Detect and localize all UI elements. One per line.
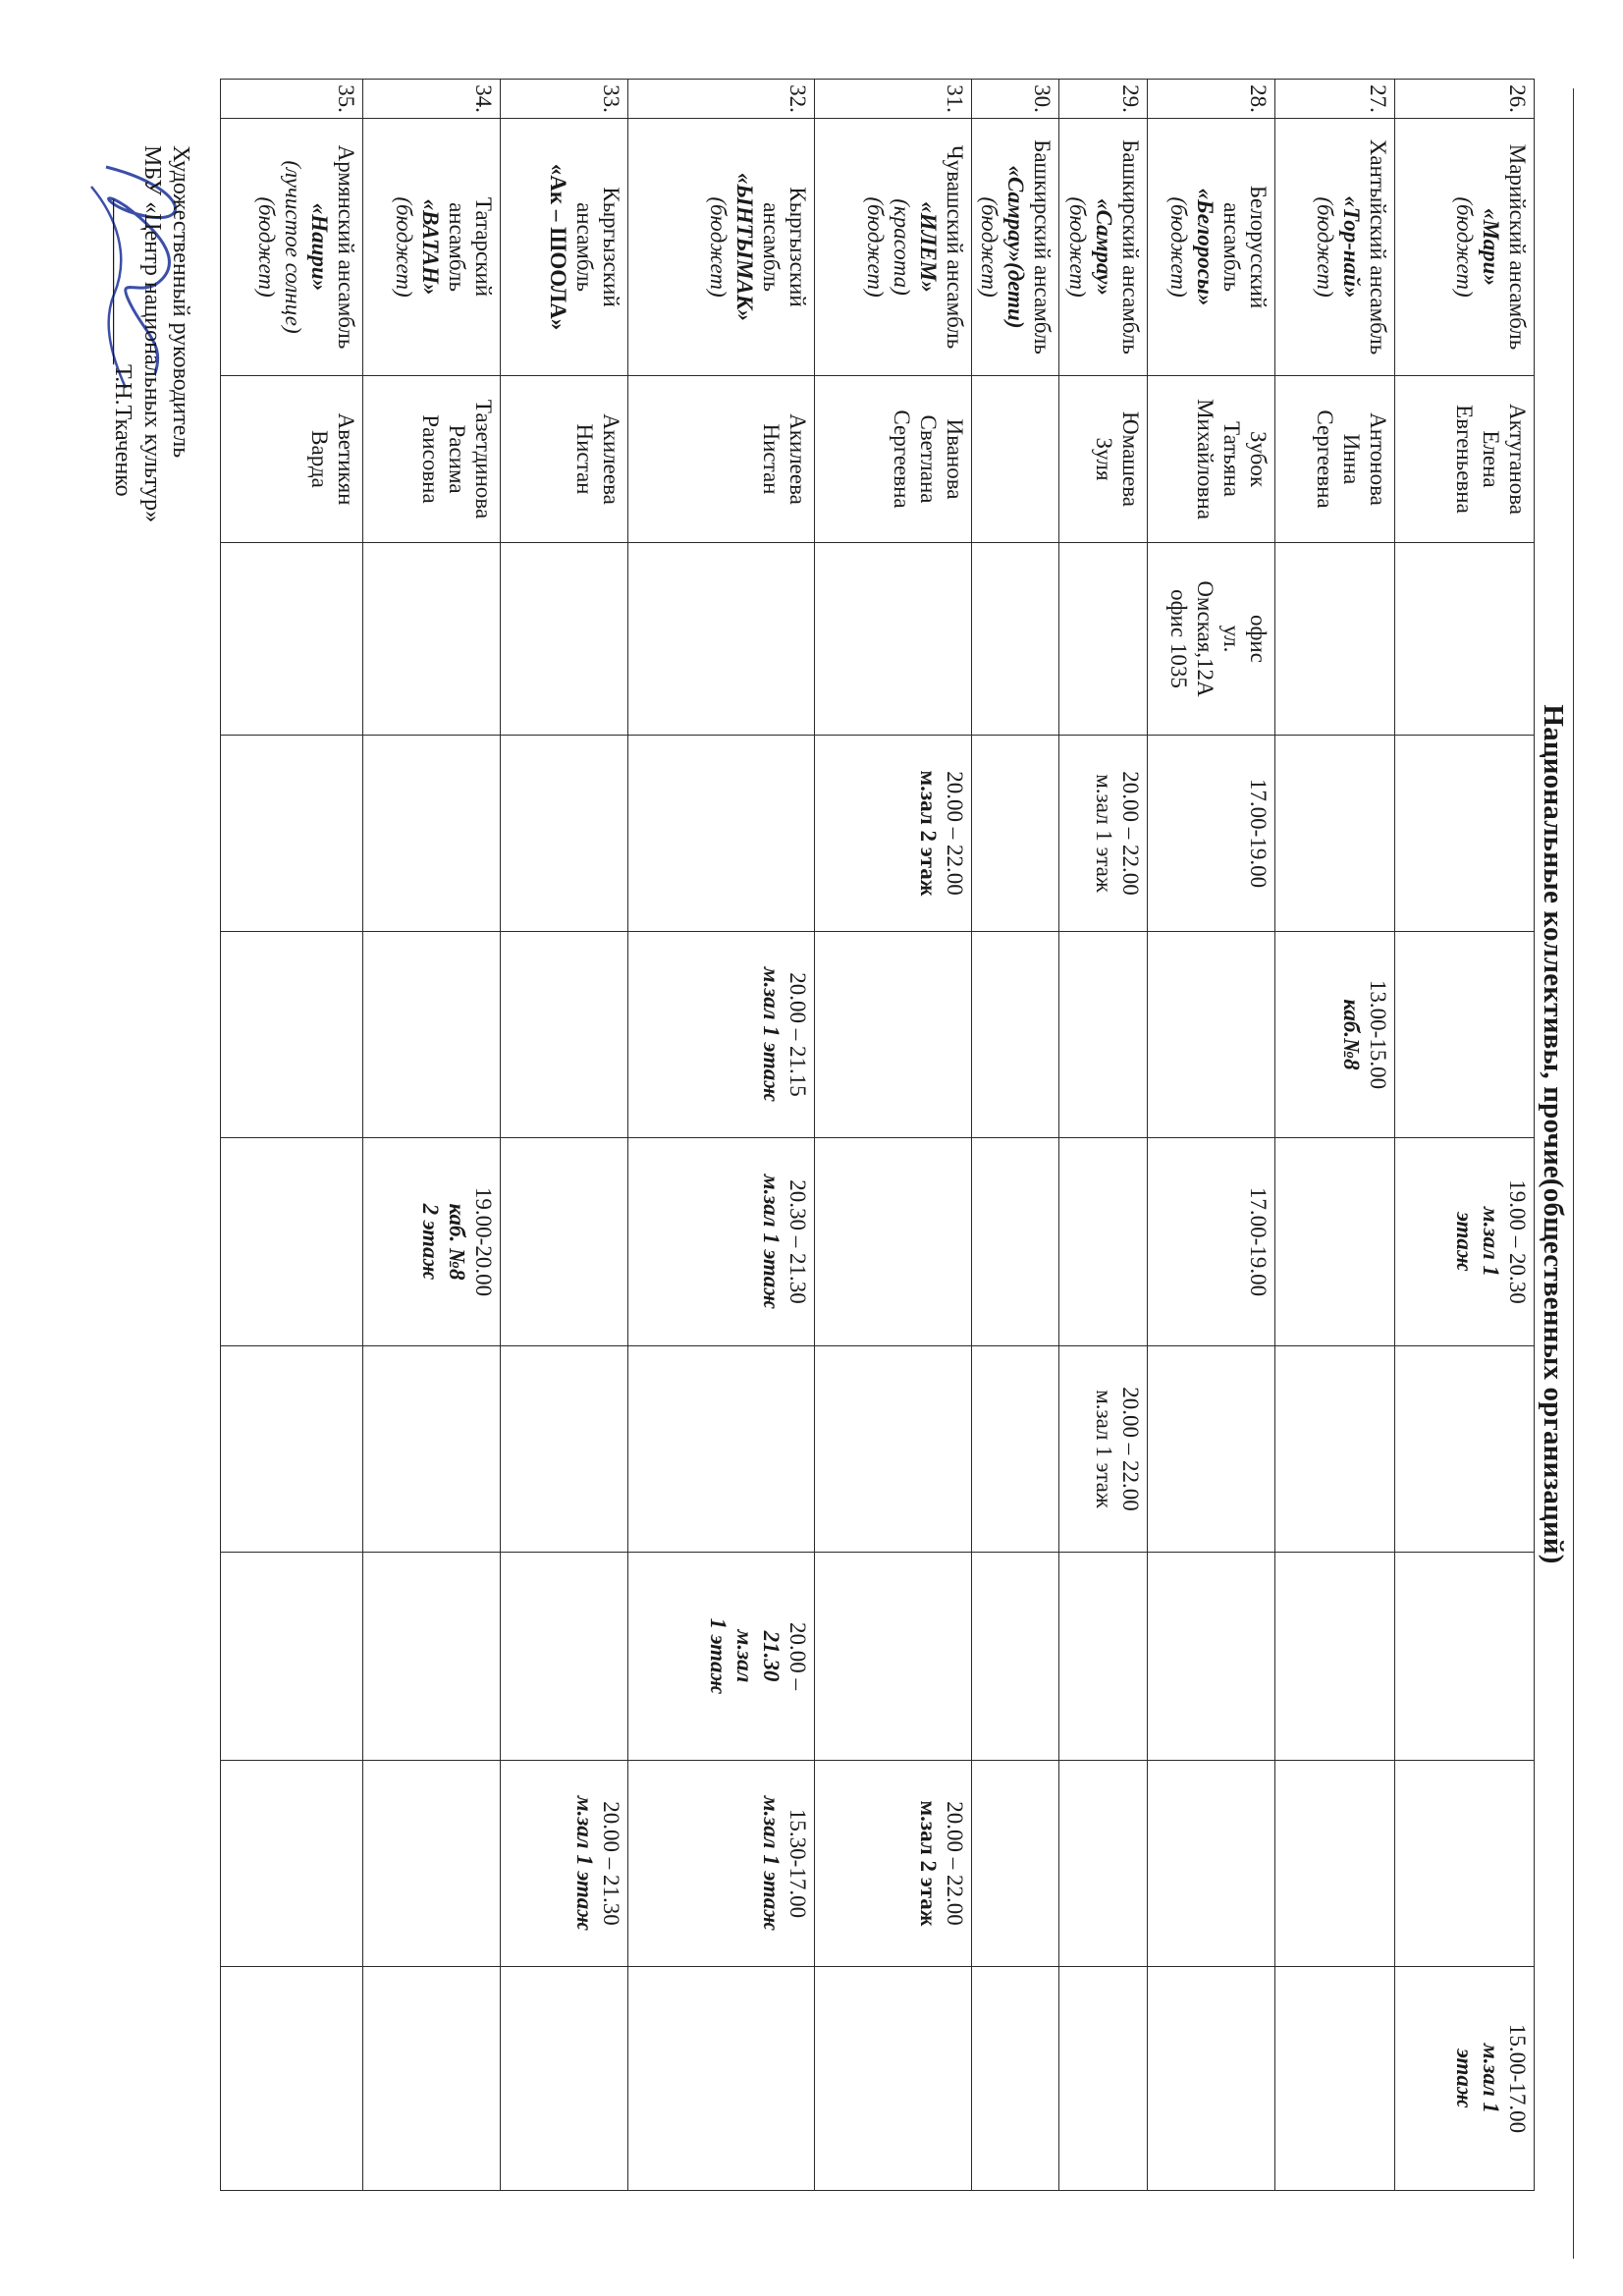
cell-line: «ВАТАН» bbox=[417, 198, 443, 296]
leader-cell bbox=[971, 376, 1059, 543]
cell-line: ансамбль bbox=[1219, 202, 1245, 292]
budget-label: (бюджет) bbox=[1452, 196, 1478, 298]
place-cell bbox=[1059, 543, 1148, 736]
cell-line: Татьяна bbox=[1219, 421, 1245, 497]
cell-line: офис 1035 bbox=[1166, 589, 1192, 688]
cell-line: ансамбль bbox=[571, 202, 597, 292]
day-cell-3 bbox=[971, 1138, 1059, 1346]
cell-line: «Наири» bbox=[306, 202, 332, 292]
time-line: м.зал 1 этаж bbox=[758, 1795, 784, 1932]
time-line: 1 этаж bbox=[705, 1617, 730, 1695]
cell-line: Акилеева bbox=[784, 413, 810, 505]
day-cell-3 bbox=[500, 1138, 627, 1346]
leader-cell bbox=[1275, 376, 1395, 543]
cell-line: Белорусский bbox=[1246, 185, 1271, 309]
cell-line: Сергеевна bbox=[1313, 410, 1338, 509]
day-cell-1 bbox=[814, 736, 971, 932]
day-cell-6 bbox=[1148, 1761, 1275, 1967]
day-cell-4 bbox=[362, 1346, 500, 1553]
day-cell-2 bbox=[814, 932, 971, 1138]
leader-cell bbox=[1148, 376, 1275, 543]
time-line: 13.00-15.00 bbox=[1366, 979, 1390, 1090]
time-line: 15.30-17.00 bbox=[784, 1808, 810, 1919]
cell-line: Хантыйский ансамбль bbox=[1366, 138, 1390, 355]
time-line: 20.00 – 22.00 bbox=[1118, 1387, 1143, 1511]
cell-line: Зуля bbox=[1092, 437, 1117, 481]
row-number: 29. bbox=[1059, 80, 1148, 119]
time-line: 20.00 – 21.30 bbox=[598, 1801, 623, 1926]
cell-line: Башкирский ансамбль bbox=[1118, 139, 1143, 355]
cell-line: Татарский bbox=[470, 196, 496, 298]
day-cell-4 bbox=[1059, 1346, 1148, 1553]
cell-line: Юмашева bbox=[1118, 411, 1143, 507]
day-cell-7 bbox=[1395, 1967, 1535, 2191]
schedule-body bbox=[220, 80, 1534, 2191]
day-cell-7 bbox=[627, 1967, 814, 2191]
day-cell-1 bbox=[1275, 736, 1395, 932]
table-row bbox=[1059, 80, 1148, 2191]
leader-cell bbox=[814, 376, 971, 543]
day-cell-7 bbox=[1148, 1967, 1275, 2191]
day-cell-1 bbox=[500, 736, 627, 932]
ensemble-name-cell bbox=[500, 119, 627, 376]
cell-line: Зубок bbox=[1246, 430, 1271, 488]
day-cell-7 bbox=[220, 1967, 362, 2191]
time-line: 21.30 bbox=[758, 1630, 784, 1682]
day-cell-5 bbox=[971, 1553, 1059, 1761]
day-cell-5 bbox=[1059, 1553, 1148, 1761]
time-line: 17.00-19.00 bbox=[1246, 1186, 1271, 1297]
day-cell-3 bbox=[1148, 1138, 1275, 1346]
budget-label: (бюджет) bbox=[253, 196, 279, 298]
time-line: м.зал 1 bbox=[1479, 2043, 1504, 2114]
budget-label: (бюджет) bbox=[1065, 196, 1091, 298]
cell-line: Кыргызский bbox=[598, 187, 623, 307]
time-line: каб.№8 bbox=[1339, 999, 1365, 1070]
day-cell-1 bbox=[627, 736, 814, 932]
cell-line: (лучистое солнце) bbox=[280, 160, 305, 334]
time-line: 20.00 – 22.00 bbox=[942, 1801, 967, 1926]
cell-line: Аветикян bbox=[333, 412, 358, 506]
time-line: м.зал bbox=[731, 1629, 757, 1683]
footer-signer-line: ______________Т.Н.Ткаченко bbox=[110, 199, 136, 497]
day-cell-6 bbox=[971, 1761, 1059, 1967]
table-row bbox=[1148, 80, 1275, 2191]
cell-line: Тазетдинова bbox=[470, 399, 496, 519]
time-line: м.зал 2 этаж bbox=[915, 1800, 941, 1927]
day-cell-3 bbox=[627, 1138, 814, 1346]
place-cell bbox=[220, 543, 362, 736]
day-cell-1 bbox=[971, 736, 1059, 932]
row-number: 26. bbox=[1395, 80, 1535, 119]
time-line: м.зал 1 этаж bbox=[1092, 774, 1117, 893]
day-cell-4 bbox=[220, 1346, 362, 1553]
day-cell-2 bbox=[971, 932, 1059, 1138]
ensemble-name-cell bbox=[1395, 119, 1535, 376]
cell-line: Иванова bbox=[942, 418, 967, 500]
budget-label: (бюджет) bbox=[1166, 196, 1192, 298]
day-cell-3 bbox=[362, 1138, 500, 1346]
table-row bbox=[220, 80, 362, 2191]
day-cell-4 bbox=[1395, 1346, 1535, 1553]
day-cell-1 bbox=[362, 736, 500, 932]
place-cell bbox=[627, 543, 814, 736]
day-cell-6 bbox=[627, 1761, 814, 1967]
cell-line: «Белоросы» bbox=[1193, 188, 1218, 306]
ensemble-name-cell bbox=[814, 119, 971, 376]
day-cell-2 bbox=[1395, 932, 1535, 1138]
day-cell-4 bbox=[1148, 1346, 1275, 1553]
table-row bbox=[500, 80, 627, 2191]
cell-line: Марийский ансамбль bbox=[1505, 143, 1530, 351]
day-cell-7 bbox=[1275, 1967, 1395, 2191]
day-cell-1 bbox=[220, 736, 362, 932]
ensemble-name-cell bbox=[1275, 119, 1395, 376]
day-cell-2 bbox=[1148, 932, 1275, 1138]
day-cell-5 bbox=[1395, 1553, 1535, 1761]
time-line: м.зал 1 этаж bbox=[571, 1795, 597, 1932]
top-rule bbox=[1573, 88, 1574, 2259]
ensemble-name-cell bbox=[1059, 119, 1148, 376]
day-cell-6 bbox=[500, 1761, 627, 1967]
ensemble-name-cell bbox=[1148, 119, 1275, 376]
row-number: 32. bbox=[627, 80, 814, 119]
day-cell-6 bbox=[814, 1761, 971, 1967]
time-line: 20.30 – 21.30 bbox=[784, 1179, 810, 1304]
leader-cell bbox=[627, 376, 814, 543]
time-line: 20.00 – bbox=[784, 1622, 810, 1690]
cell-line: Кыргызский bbox=[784, 187, 810, 307]
time-line: каб. №8 bbox=[444, 1203, 469, 1281]
day-cell-3 bbox=[1059, 1138, 1148, 1346]
day-cell-5 bbox=[1275, 1553, 1395, 1761]
day-cell-1 bbox=[1148, 736, 1275, 932]
time-line: этаж bbox=[1452, 1212, 1478, 1272]
day-cell-5 bbox=[1148, 1553, 1275, 1761]
day-cell-3 bbox=[1275, 1138, 1395, 1346]
ensemble-name-cell bbox=[362, 119, 500, 376]
day-cell-5 bbox=[627, 1553, 814, 1761]
cell-line: Расима Раисовна bbox=[417, 414, 469, 504]
cell-line: «ЫНТЫМАК» bbox=[731, 173, 757, 321]
day-cell-1 bbox=[1395, 736, 1535, 932]
day-cell-2 bbox=[220, 932, 362, 1138]
footer-position: Художественный руководитель bbox=[168, 145, 193, 459]
day-cell-2 bbox=[1059, 932, 1148, 1138]
cell-line: Омская,12А bbox=[1193, 580, 1218, 697]
cell-line: Нистан bbox=[571, 423, 597, 495]
cell-line: «Тор-най» bbox=[1339, 195, 1365, 299]
place-cell bbox=[1275, 543, 1395, 736]
day-cell-7 bbox=[814, 1967, 971, 2191]
time-line: 19.00-20.00 bbox=[470, 1186, 496, 1297]
cell-line: Сергеевна bbox=[889, 410, 914, 509]
day-cell-4 bbox=[971, 1346, 1059, 1553]
day-cell-2 bbox=[1275, 932, 1395, 1138]
time-line: м.зал 1 этаж bbox=[1092, 1390, 1117, 1508]
footer-block bbox=[108, 145, 194, 522]
day-cell-2 bbox=[500, 932, 627, 1138]
day-cell-7 bbox=[500, 1967, 627, 2191]
time-line: 20.00 – 22.00 bbox=[942, 771, 967, 896]
budget-label: (бюджет) bbox=[862, 196, 888, 298]
cell-line: Михайловна bbox=[1193, 399, 1218, 519]
leader-cell bbox=[500, 376, 627, 543]
time-line: м.зал 1 этаж bbox=[758, 1174, 784, 1310]
footer-signer: Т.Н.Ткаченко bbox=[110, 364, 136, 497]
cell-line: Нистан bbox=[758, 423, 784, 495]
place-cell bbox=[971, 543, 1059, 736]
day-cell-6 bbox=[1275, 1761, 1395, 1967]
time-line: м.зал 1 этаж bbox=[758, 966, 784, 1103]
ensemble-name-cell bbox=[220, 119, 362, 376]
place-cell bbox=[362, 543, 500, 736]
cell-line: «Ак – ШООЛА» bbox=[545, 163, 570, 331]
day-cell-3 bbox=[1395, 1138, 1535, 1346]
row-number: 35. bbox=[220, 80, 362, 119]
cell-line: Евгеньевна bbox=[1452, 405, 1478, 514]
table-row bbox=[971, 80, 1059, 2191]
ensemble-name-cell bbox=[627, 119, 814, 376]
day-cell-3 bbox=[220, 1138, 362, 1346]
day-cell-4 bbox=[500, 1346, 627, 1553]
day-cell-5 bbox=[362, 1553, 500, 1761]
row-number: 30. bbox=[971, 80, 1059, 119]
time-line: 20.00 – 22.00 bbox=[1118, 771, 1143, 896]
cell-line: Светлана bbox=[915, 414, 941, 504]
cell-line: «Самрау» bbox=[1092, 198, 1117, 296]
time-line: 20.00 – 21.15 bbox=[784, 972, 810, 1097]
place-cell bbox=[1148, 543, 1275, 736]
page-title: Национальные коллективы, прочие(общественных организаций) bbox=[1538, 704, 1569, 1564]
table-row bbox=[627, 80, 814, 2191]
day-cell-3 bbox=[814, 1138, 971, 1346]
cell-line: Башкирский ансамбль bbox=[1030, 139, 1055, 355]
budget-label: (бюджет) bbox=[391, 196, 416, 298]
day-cell-7 bbox=[971, 1967, 1059, 2191]
time-line: м.зал 2 этаж bbox=[915, 770, 941, 897]
day-cell-5 bbox=[500, 1553, 627, 1761]
leader-cell bbox=[362, 376, 500, 543]
budget-label: (бюджет) bbox=[977, 196, 1002, 298]
cell-line: Варда bbox=[306, 430, 332, 488]
budget-label: (бюджет) bbox=[705, 196, 730, 298]
time-line: 19.00 – 20.30 bbox=[1505, 1179, 1530, 1304]
row-number: 28. bbox=[1148, 80, 1275, 119]
time-line: м.зал 1 bbox=[1479, 1206, 1504, 1278]
cell-line: офис bbox=[1246, 615, 1271, 663]
cell-line: Чувашский ансамбль bbox=[942, 144, 967, 350]
footer-org: МБУ «Центр национальных культур» bbox=[138, 145, 165, 523]
day-cell-2 bbox=[362, 932, 500, 1138]
leader-cell bbox=[1395, 376, 1535, 543]
day-cell-4 bbox=[814, 1346, 971, 1553]
day-cell-5 bbox=[814, 1553, 971, 1761]
cell-line: Армянский ансамбль bbox=[333, 144, 358, 350]
day-cell-6 bbox=[220, 1761, 362, 1967]
cell-line: ул. bbox=[1219, 625, 1245, 653]
day-cell-6 bbox=[1059, 1761, 1148, 1967]
cell-line: ансамбль bbox=[444, 202, 469, 292]
leader-cell bbox=[1059, 376, 1148, 543]
row-number: 27. bbox=[1275, 80, 1395, 119]
cell-line: (красота) bbox=[889, 198, 914, 296]
day-cell-7 bbox=[1059, 1967, 1148, 2191]
day-cell-2 bbox=[627, 932, 814, 1138]
time-line: 17.00-19.00 bbox=[1246, 778, 1271, 889]
cell-line: Елена bbox=[1479, 430, 1504, 488]
table-row bbox=[1275, 80, 1395, 2191]
day-cell-5 bbox=[220, 1553, 362, 1761]
cell-line: Инна bbox=[1339, 433, 1365, 485]
place-cell bbox=[1395, 543, 1535, 736]
day-cell-6 bbox=[362, 1761, 500, 1967]
day-cell-4 bbox=[1275, 1346, 1395, 1553]
cell-line: «ИЛЕМ» bbox=[915, 201, 941, 293]
row-number: 34. bbox=[362, 80, 500, 119]
leader-cell bbox=[220, 376, 362, 543]
row-number: 31. bbox=[814, 80, 971, 119]
day-cell-6 bbox=[1395, 1761, 1535, 1967]
ensemble-name-cell bbox=[971, 119, 1059, 376]
schedule-table bbox=[220, 79, 1535, 2191]
time-line: 2 этаж bbox=[417, 1203, 443, 1281]
time-line: 15.00-17.00 bbox=[1505, 2023, 1530, 2134]
time-line: этаж bbox=[1452, 2049, 1478, 2108]
day-cell-4 bbox=[627, 1346, 814, 1553]
cell-line: Антонова bbox=[1366, 412, 1390, 506]
cell-line: «Самрау»(дети) bbox=[1003, 165, 1029, 329]
place-cell bbox=[500, 543, 627, 736]
budget-label: (бюджет) bbox=[1313, 196, 1338, 298]
row-number: 33. bbox=[500, 80, 627, 119]
day-cell-1 bbox=[1059, 736, 1148, 932]
table-row bbox=[362, 80, 500, 2191]
table-row bbox=[1395, 80, 1535, 2191]
cell-line: Акилеева bbox=[598, 413, 623, 505]
cell-line: ансамбль bbox=[758, 202, 784, 292]
place-cell bbox=[814, 543, 971, 736]
cell-line: Актуганова bbox=[1505, 404, 1530, 515]
day-cell-7 bbox=[362, 1967, 500, 2191]
cell-line: «Мари» bbox=[1479, 208, 1504, 286]
table-row bbox=[814, 80, 971, 2191]
